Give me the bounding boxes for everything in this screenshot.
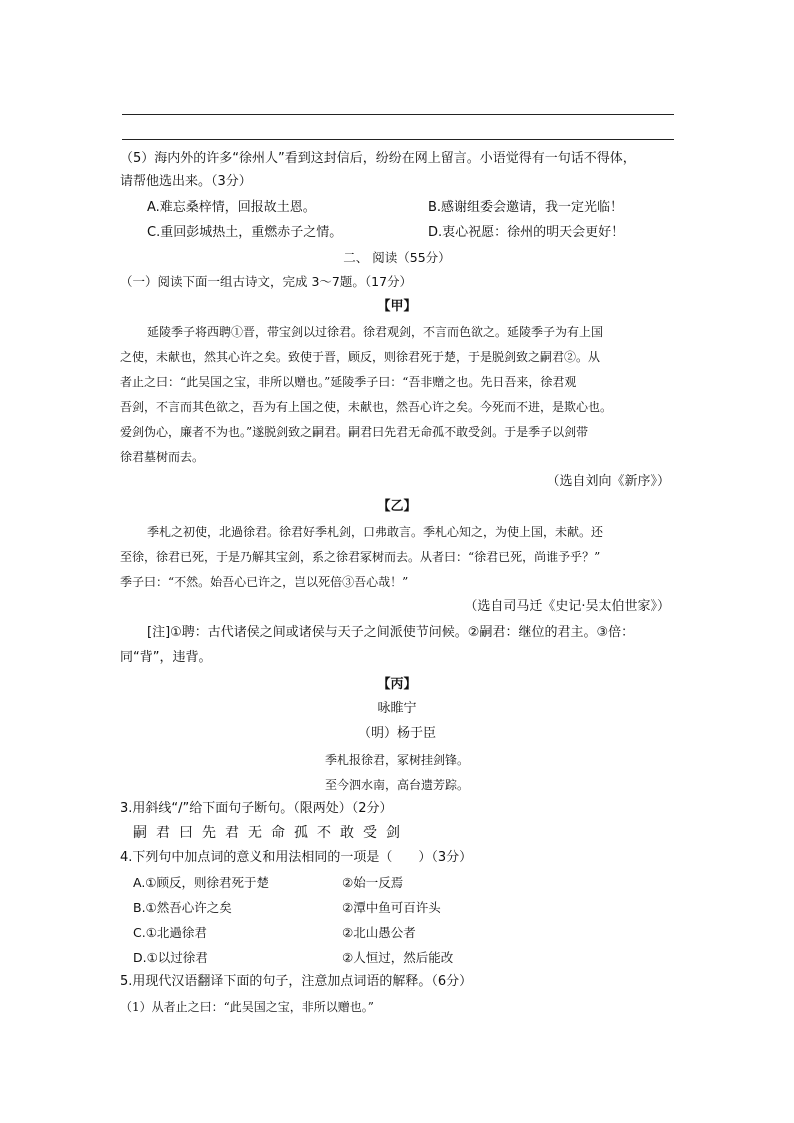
q5-stem-line-2: 请帮他选出来。（3分） <box>120 174 252 189</box>
jia-line-1: 延陵季子将西聘①晋，带宝剑以过徐君。徐君观剑，不言而色欲之。延陵季子为有上国 <box>147 325 604 339</box>
poem-title: 咏睢宁 <box>377 701 417 716</box>
section-title: 二、 阅读（55分） <box>343 250 451 265</box>
yi-line-2: 至徐，徐君已死，于是乃解其宝剑，系之徐君冢树而去。从者曰：“徐君已死，尚谁予乎？” <box>120 550 601 564</box>
poem-line-2: 至今泗水南，高台遗芳踪。 <box>324 778 469 792</box>
q4-option-b-2: ②潭中鱼可百许头 <box>342 900 441 915</box>
q4-option-d-1: D.①以过徐君 <box>133 950 208 965</box>
jia-source: （选自刘向《新序》） <box>546 474 670 489</box>
jia-line-4: 吾剑，不言而其色欲之，吾为有上国之使，未献也，然吾心许之矣。今死而不进，是欺心也。 <box>120 400 613 414</box>
q4-option-d-2: ②人恒过，然后能改 <box>342 950 454 965</box>
q4-option-c-1: C.①北過徐君 <box>133 925 207 940</box>
q4-option-a-2: ②始一反焉 <box>342 875 404 890</box>
poem-line-1: 季札报徐君，冢树挂剑锋。 <box>324 753 469 767</box>
bing-label: 【丙】 <box>377 677 417 692</box>
jia-line-6: 徐君墓树而去。 <box>120 450 205 464</box>
poem-author: （明）杨于臣 <box>357 726 436 741</box>
q5-option-a: A.难忘桑梓情，回报故土恩。 <box>147 200 316 215</box>
q4-option-c-2: ②北山愚公者 <box>342 925 416 940</box>
answer-line <box>122 114 674 115</box>
q5-stem-line-1: （5）海内外的许多“徐州人”看到这封信后，纷纷在网上留言。小语觉得有一句话不得体， <box>120 151 636 166</box>
q3-sentence: 嗣君曰先君无命孤不敢受剑 <box>133 825 409 841</box>
jia-line-2: 之使，未献也，然其心许之矣。致使于晋，顾反，则徐君死于楚，于是脱剑致之嗣君②。从 <box>120 350 601 364</box>
q4-stem: 4.下列句中加点词的意义和用法相同的一项是（ ）（3分） <box>120 850 473 865</box>
notes-line-2: 同“背”，违背。 <box>120 650 212 665</box>
jia-line-5: 爱剑伪心，廉者不为也。”遂脱剑致之嗣君。嗣君曰先君无命孤不敢受剑。于是季子以剑带 <box>120 425 589 439</box>
yi-line-3: 季子曰：“不然。始吾心已许之，岂以死倍③吾心哉！” <box>120 575 409 589</box>
q3-stem: 3.用斜线“/”给下面句子断句。（限两处）（2分） <box>120 801 393 816</box>
yi-source: （选自司马迁《史记·吴太伯世家》） <box>464 599 670 614</box>
q4-option-a-1: A.①顾反，则徐君死于楚 <box>133 875 270 890</box>
answer-line <box>122 139 674 140</box>
q5b-stem: 5.用现代汉语翻译下面的句子，注意加点词语的解释。（6分） <box>120 974 473 989</box>
jia-label: 【甲】 <box>377 299 417 314</box>
q5-option-c: C.重回彭城热土，重燃赤子之情。 <box>147 225 343 240</box>
q5b-item-1: （1）从者止之曰：“此吴国之宝，非所以赠也。” <box>120 1000 374 1014</box>
section-intro: （一）阅读下面一组古诗文，完成 3～7题。（17分） <box>120 274 413 289</box>
q4-option-b-1: B.①然吾心许之矣 <box>133 900 232 915</box>
q5-option-b: B.感谢组委会邀请，我一定光临！ <box>428 200 624 215</box>
q5-option-d: D.衷心祝愿：徐州的明天会更好！ <box>428 225 625 240</box>
yi-label: 【乙】 <box>377 499 417 514</box>
yi-line-1: 季札之初使，北過徐君。徐君好季札剑，口弗敢言。季札心知之，为使上国，未献。还 <box>147 525 604 539</box>
notes-line-1: [注]①聘：古代诸侯之间或诸侯与天子之间派使节问候。②嗣君：继位的君主。③倍： <box>147 625 635 640</box>
jia-line-3: 者止之曰：“此吴国之宝，非所以赠也。”延陵季子曰：“吾非赠之也。先日吾来，徐君观 <box>120 375 577 389</box>
